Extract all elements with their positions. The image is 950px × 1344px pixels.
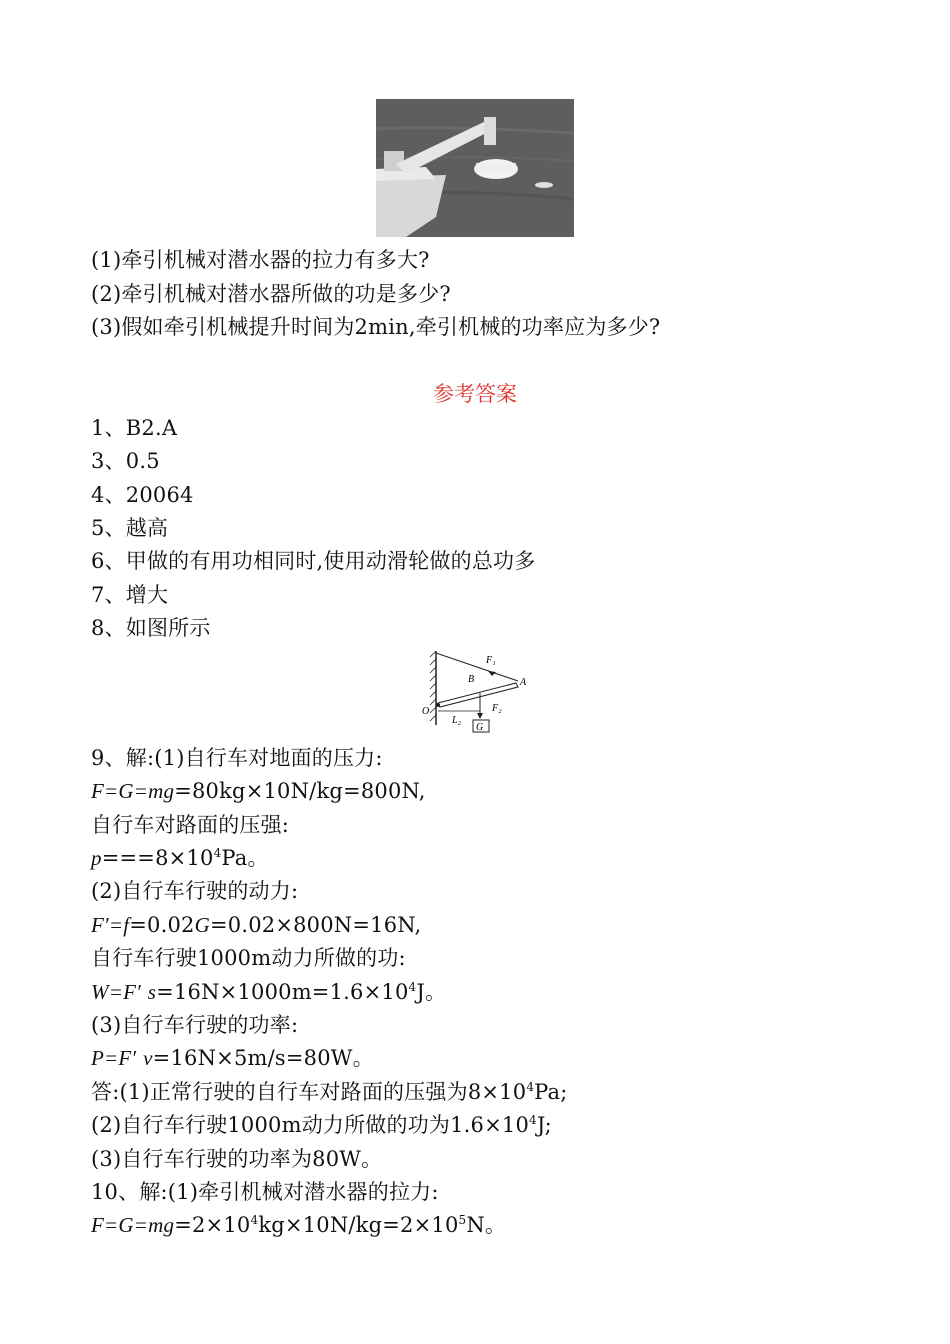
question-1: (1)牵引机械对潜水器的拉力有多大? — [91, 248, 430, 272]
label-b: B — [468, 674, 475, 685]
q9-line-3: 自行车对路面的压强: — [91, 813, 290, 837]
q9-line-13: (3)自行车行驶的功率为80W。 — [91, 1147, 383, 1171]
q9-line-2: F=G=mg=80kg×10N/kg=800N, — [91, 779, 426, 803]
answer-3: 3、0.5 — [91, 449, 160, 473]
answer-6: 6、甲做的有用功相同时,使用动滑轮做的总功多 — [91, 549, 536, 573]
answer-8: 8、如图所示 — [91, 616, 211, 640]
answer-4: 4、20064 — [91, 483, 194, 507]
q10-line-2: $F=G=mg=2\times 10^4kg\times 10N/kg=2\times 10^5N$。 — [91, 1213, 507, 1237]
q9-line-4: $p===8\times 10^4Pa$。 — [91, 846, 269, 870]
q9-line-10: P=F′ v=16N×5m/s=80W。 — [91, 1046, 374, 1070]
answer-1-2: 1、B2.A — [91, 416, 178, 440]
label-o: O — [422, 706, 430, 717]
answer-7: 7、增大 — [91, 583, 169, 607]
q9-line-6: F′=f=0.02G=0.02×800N=16N, — [91, 913, 422, 937]
q9-line-7: 自行车行驶1000m动力所做的功: — [91, 946, 406, 970]
q10-line-1: 10、解:(1)牵引机械对潜水器的拉力: — [91, 1180, 439, 1204]
answer-5: 5、越高 — [91, 516, 169, 540]
answer-title: 参考答案 — [433, 382, 517, 406]
q9-line-8: W=F′ $s=16N\times 1000m=1.6\times 10^4J$。 — [91, 980, 447, 1004]
question-3: (3)假如牵引机械提升时间为2min,牵引机械的功率应为多少? — [91, 315, 661, 339]
q9-line-9: (3)自行车行驶的功率: — [91, 1013, 299, 1037]
label-l2: L₂ — [452, 715, 462, 726]
q9-line-12: (2)自行车行驶1000m动力所做的功为$1.6\times 10^4J$; — [91, 1113, 552, 1137]
label-a: A — [520, 677, 527, 688]
q9-line-11: 答:(1)正常行驶的自行车对路面的压强为$8\times 10^4Pa$; — [91, 1080, 568, 1104]
label-g: G — [476, 722, 484, 733]
ship-crane-photo — [376, 99, 574, 237]
label-f2: F₂ — [492, 703, 502, 714]
lever-diagram — [416, 645, 536, 739]
question-2: (2)牵引机械对潜水器所做的功是多少? — [91, 282, 451, 306]
q9-line-5: (2)自行车行驶的动力: — [91, 879, 299, 903]
label-f1: F₁ — [486, 655, 496, 666]
q9-line-1: 9、解:(1)自行车对地面的压力: — [91, 746, 383, 770]
